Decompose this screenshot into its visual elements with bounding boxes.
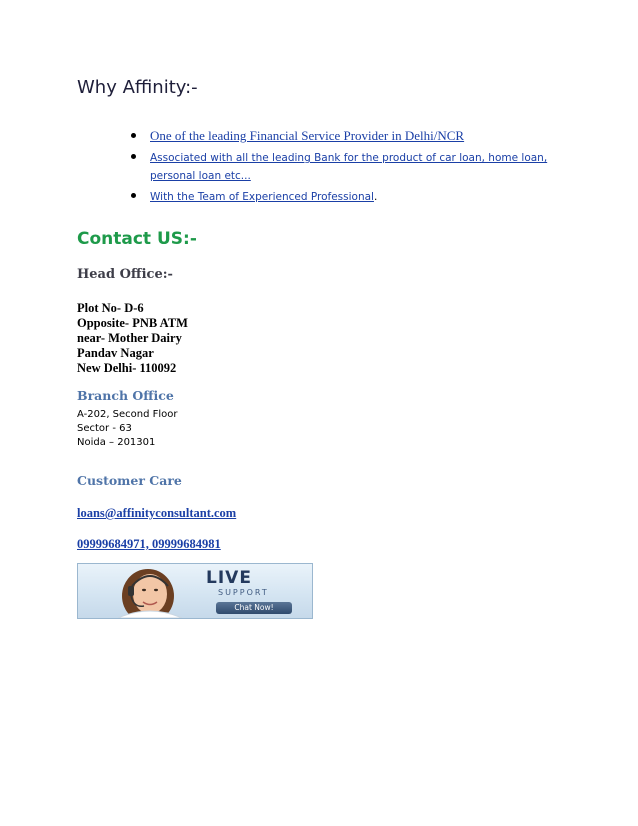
banner-live-text: LIVE	[206, 568, 252, 588]
list-item	[131, 127, 551, 145]
branch-office-address	[77, 408, 178, 450]
address-line: Noida – 201301	[77, 437, 156, 448]
address-line: New Delhi- 110092	[77, 361, 177, 375]
live-support-banner[interactable]	[77, 563, 313, 619]
branch-office-heading: Branch Office	[77, 388, 174, 403]
why-affinity-heading: Why Affinity:-	[77, 77, 198, 98]
chat-now-button[interactable]: Chat Now!	[216, 602, 292, 614]
bullet-link-experienced-team[interactable]: With the Team of Experienced Professional	[150, 191, 374, 203]
address-line: near- Mother Dairy	[77, 331, 182, 345]
customer-care-heading: Customer Care	[77, 473, 182, 488]
banner-support-text: SUPPORT	[218, 588, 269, 597]
contact-us-heading: Contact US:-	[77, 229, 197, 249]
address-line: A-202, Second Floor	[77, 409, 178, 420]
address-line: Pandav Nagar	[77, 346, 154, 360]
bullet-link-leading-provider[interactable]: One of the leading Financial Service Provider in Delhi/NCR	[150, 128, 465, 143]
list-item	[131, 187, 551, 205]
list-item	[131, 148, 551, 184]
phone-numbers-link[interactable]: 09999684971, 09999684981	[77, 537, 221, 551]
address-line: Plot No- D-6	[77, 301, 144, 315]
bullet-link-associated-banks[interactable]: Associated with all the leading Bank for the product of car loan, home loan, personal loan etc...	[150, 152, 548, 182]
head-office-heading: Head Office:-	[77, 267, 173, 282]
address-line: Opposite- PNB ATM	[77, 316, 188, 330]
why-affinity-list	[131, 127, 551, 208]
address-line: Sector - 63	[77, 423, 132, 434]
bullet-tail-period: .	[373, 191, 378, 203]
head-office-address	[77, 301, 188, 376]
email-link[interactable]: loans@affinityconsultant.com	[77, 506, 237, 520]
